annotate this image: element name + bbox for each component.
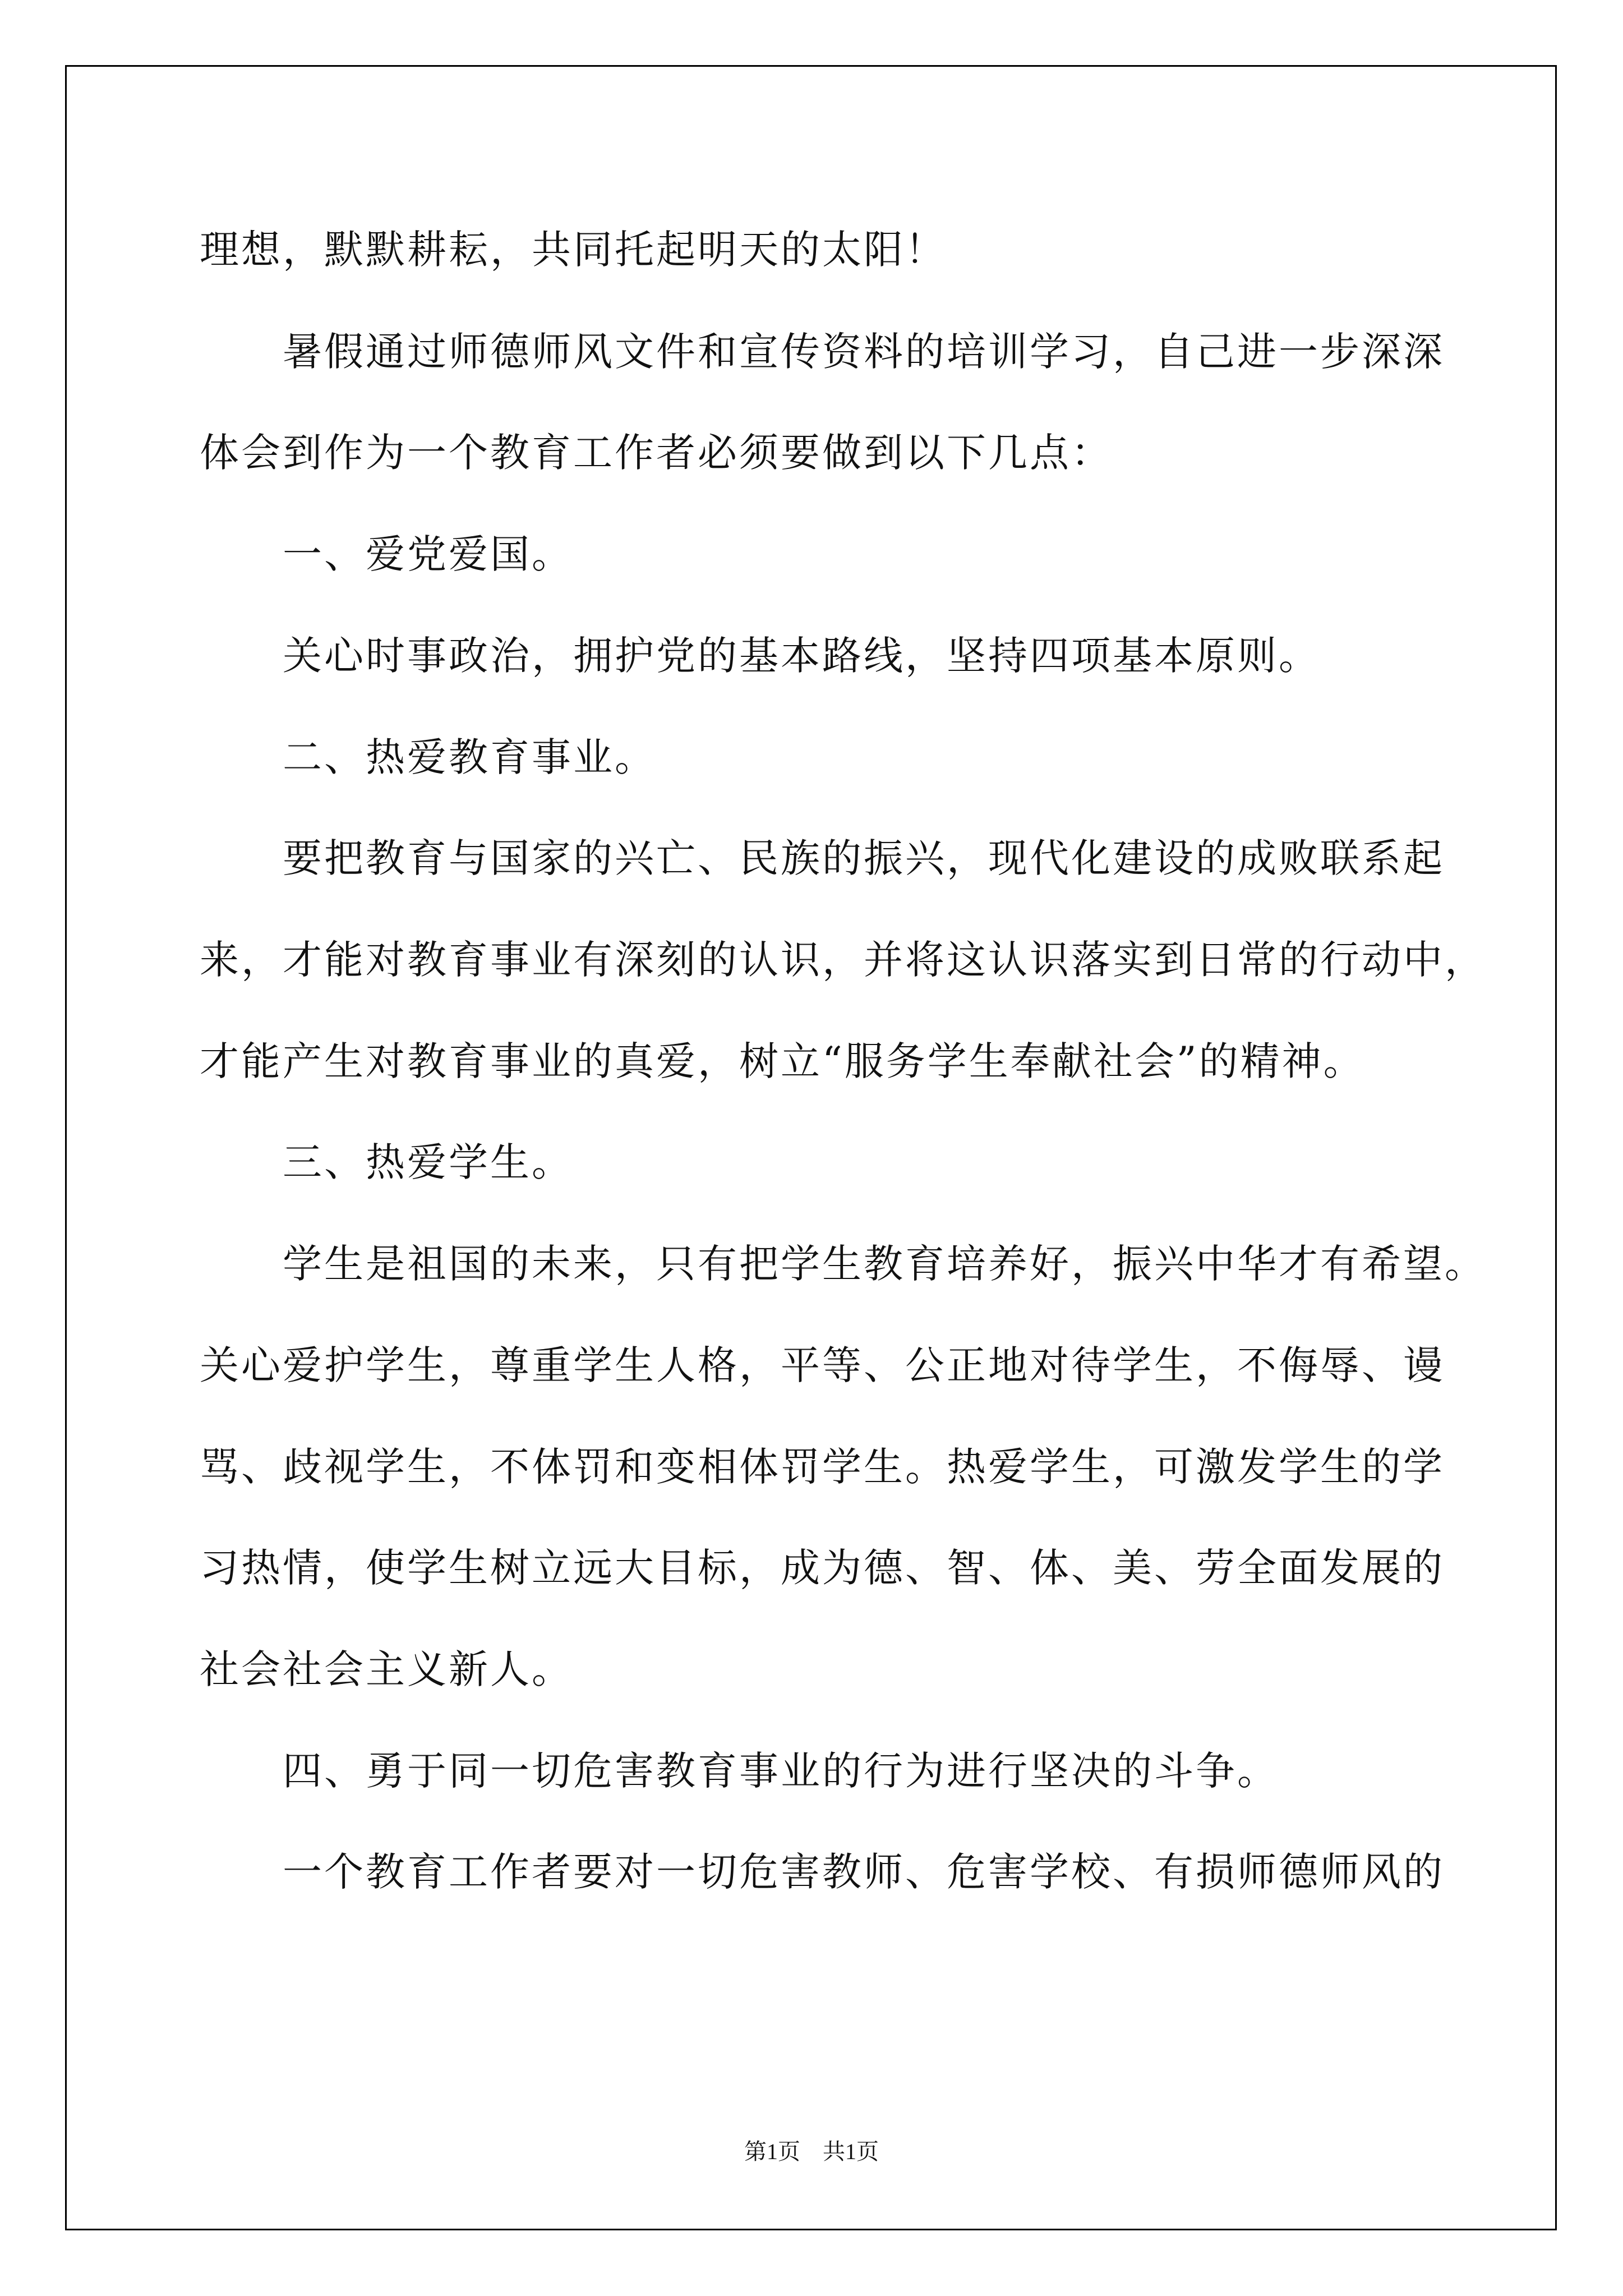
paragraph-first-line: 要把教育与国家的兴亡、民族的振兴，现代化建设的成败联系起 xyxy=(283,835,1445,881)
section-heading: 二、热爱教育事业。 xyxy=(283,734,656,780)
paragraph-first-line: 关心时事政治，拥护党的基本路线，坚持四项基本原则。 xyxy=(283,633,1320,679)
paragraph-first-line: 学生是祖国的未来，只有把学生教育培养好，振兴中华才有希望。 xyxy=(283,1241,1486,1287)
text-line: 体会到作为一个教育工作者必须要做到以下几点： xyxy=(200,430,1113,476)
text-line: 理想，默默耕耘，共同托起明天的太阳！ xyxy=(200,227,947,273)
text-line: 才能产生对教育事业的真爱，树立“服务学生奉献社会”的精神。 xyxy=(200,1038,1365,1084)
section-heading: 一、爱党爱国。 xyxy=(283,531,573,577)
paragraph-first-line: 暑假通过师德师风文件和宣传资料的培训学习，自己进一步深深 xyxy=(283,329,1445,375)
page-footer: 第1页 共1页 xyxy=(744,2139,879,2164)
text-line: 习热情，使学生树立远大目标，成为德、智、体、美、劳全面发展的 xyxy=(200,1545,1445,1591)
text-line: 来，才能对教育事业有深刻的认识，并将这认识落实到日常的行动中， xyxy=(200,937,1486,983)
section-heading: 四、勇于同一切危害教育事业的行为进行坚决的斗争。 xyxy=(283,1748,1279,1794)
section-heading: 三、热爱学生。 xyxy=(283,1139,573,1185)
text-line: 骂、歧视学生，不体罚和变相体罚学生。热爱学生，可激发学生的学 xyxy=(200,1444,1445,1490)
text-line: 关心爱护学生，尊重学生人格，平等、公正地对待学生，不侮辱、谩 xyxy=(200,1342,1445,1388)
text-line: 社会社会主义新人。 xyxy=(200,1646,573,1692)
paragraph-first-line: 一个教育工作者要对一切危害教师、危害学校、有损师德师风的 xyxy=(283,1849,1445,1895)
